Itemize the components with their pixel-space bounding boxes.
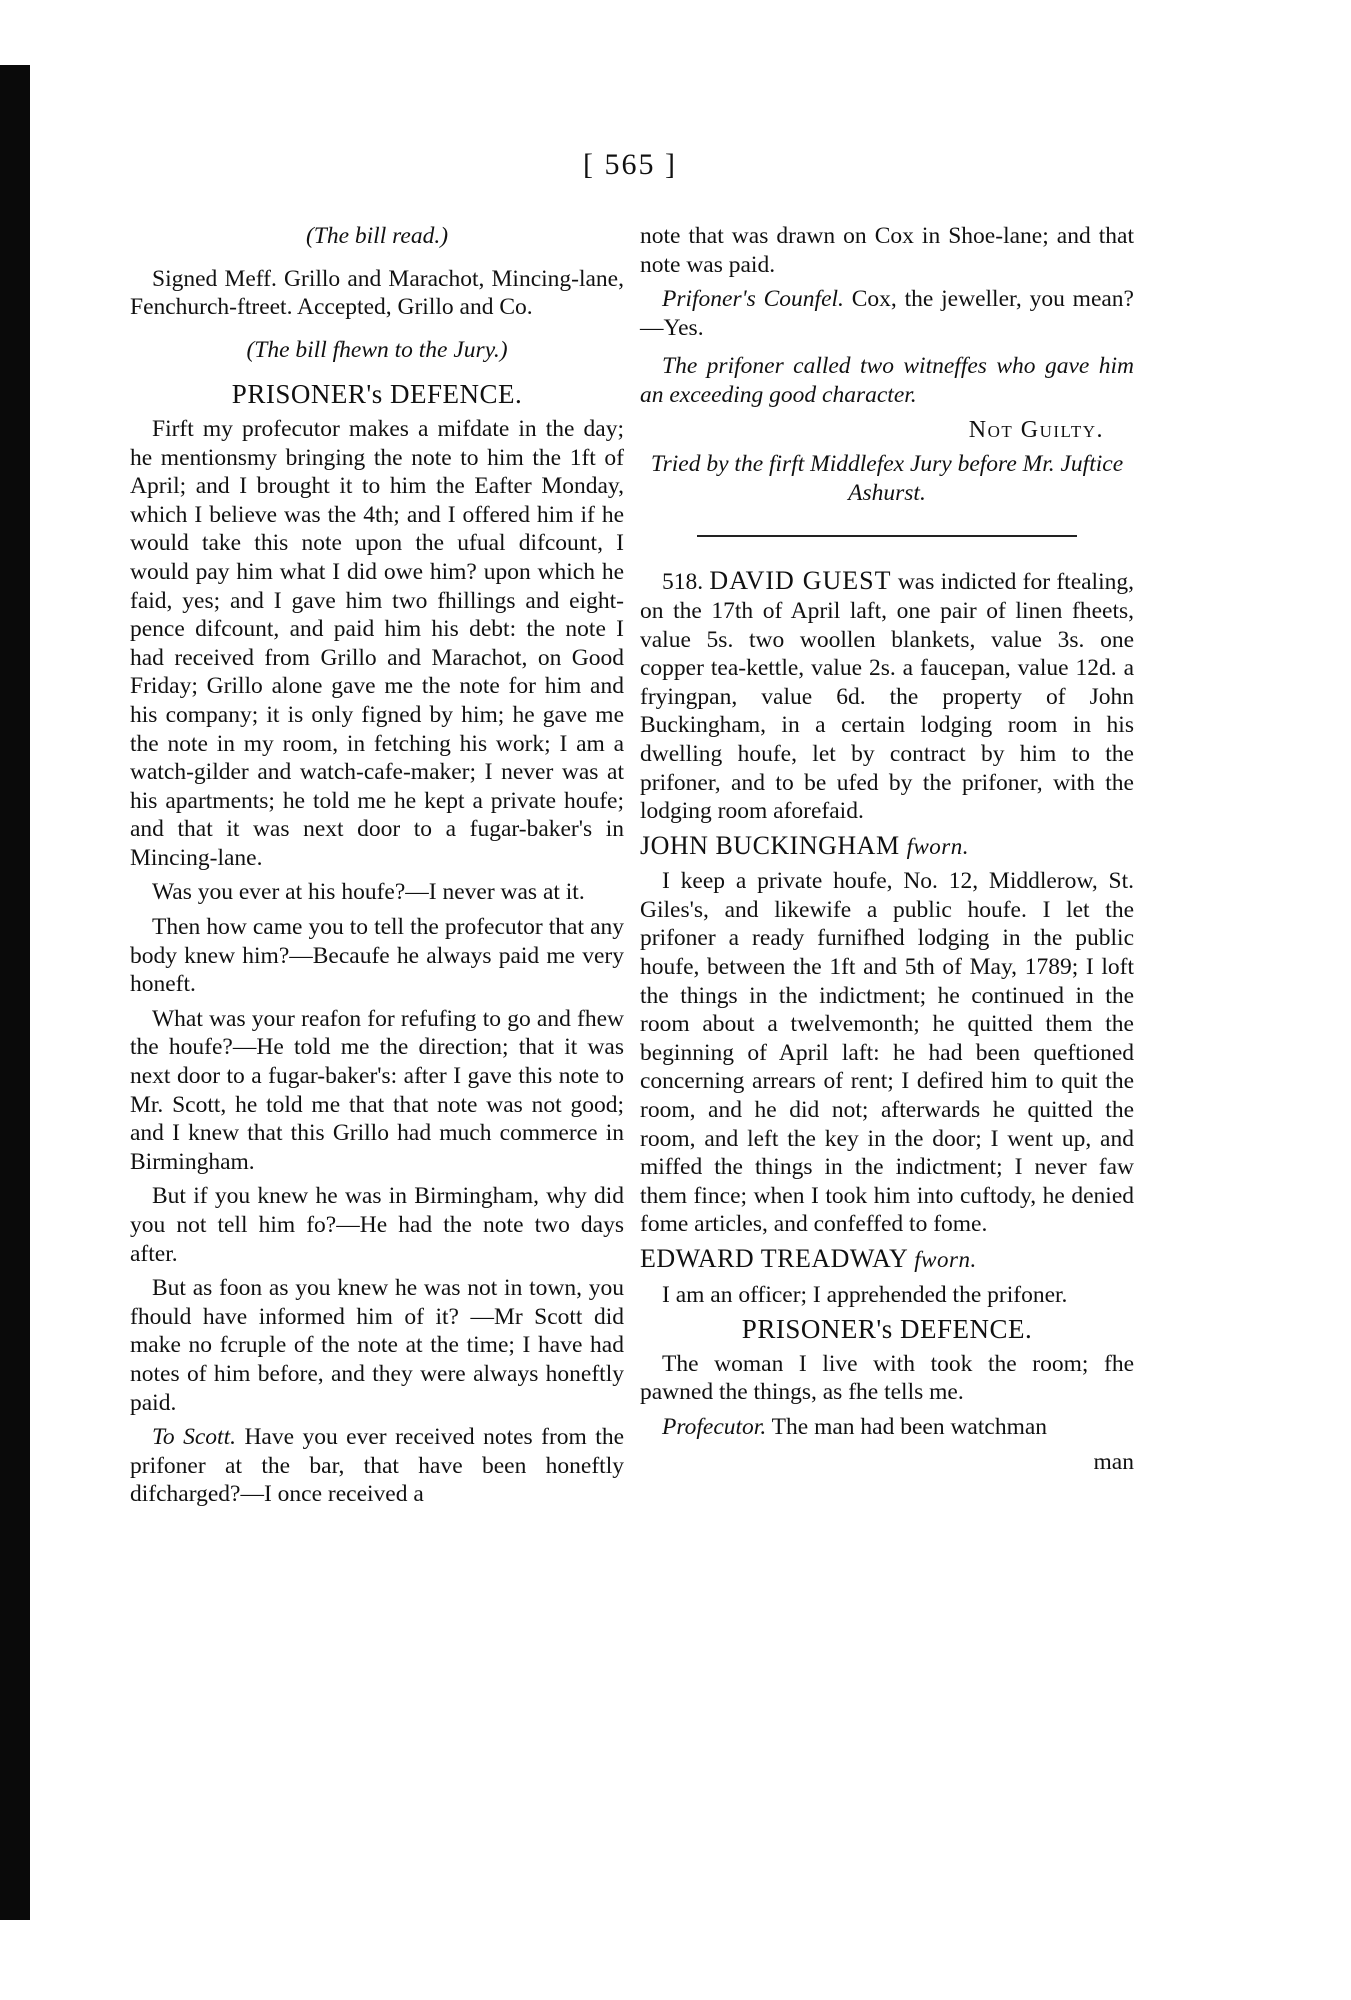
- counsel-question: [640, 285, 1134, 342]
- binding-shadow: [0, 65, 30, 1920]
- speaker-to-scott: To Scott.: [152, 1424, 236, 1451]
- defence-paragraph-5: But if you knew he was in Birmingham, why did you not tell him fo?—He had the note two days after.: [130, 1183, 624, 1267]
- defence-right-paragraph-2: [640, 1413, 1134, 1442]
- defence-paragraph-7: [130, 1423, 624, 1509]
- defence-right-paragraph-1: The woman I live with took the room; fhe pawned the things, as fhe tells me.: [640, 1350, 1134, 1406]
- defence-paragraph-2: Was you ever at his houfe?—I never was at it.: [152, 879, 585, 906]
- tried-by-note: Tried by the firft Middlefex Jury before Mr. Juftice Ashurst.: [650, 451, 1124, 506]
- defence-paragraph-1: Firft my profecutor makes a mifdate in the day; he mentionsmy bringing the note to him the 1ft of April; and I brought it to him the Eafter Monday, which I believe was the 4th; and I offered him if he would take this note upon the ufual difcount, I would pay him what I did owe him? upon which he faid, yes; and I gave him two fhillings and eight-pence difcount, and paid him his debt: the note I had received from Grillo and Marachot, on Good Friday; Grillo alone gave me the note for him and his company; it is only figned by him; he gave me the note in my room, in fetching his work; I am a watch-gilder and watch-cafe-maker; I never was at his apartments; he told me he kept a private houfe; and that it was next door to a fugar-baker's in Mincing-lane.: [130, 415, 624, 871]
- speaker-prosecutor: Profecutor.: [662, 1413, 767, 1440]
- witness-2-name: EDWARD TREADWAY: [640, 1244, 908, 1273]
- counsel-text: Cox, the jeweller, you mean?—Yes.: [640, 286, 1134, 341]
- section-divider: [697, 535, 1077, 537]
- bill-signed-text: Signed Meff. Grillo and Marachot, Mincing-lane, Fenchurch-ftreet. Accepted, Grillo and Co.: [130, 265, 624, 321]
- to-scott-text: Have you ever received notes from the prifoner at the bar, that have been honeftly difcharged?—I once received a: [130, 1424, 624, 1508]
- defence-paragraph-4: What was your reafon for refufing to go and fhew the houfe?—He told me the direction; that it was next door to a fugar-baker's: after I gave this note to Mr. Scott, he told me that that note was not good; and I knew that this Grillo had much commerce in Birmingham.: [130, 1005, 624, 1175]
- defendant-name: DAVID GUEST: [709, 566, 892, 596]
- indictment-text: was indicted for ftealing, on the 17th of April laft, one pair of linen fheets, value 5s. two woollen blankets, value 3s. one copper tea-kettle, value 2s. a faucepan, value 12d. a fryingpan, value 6d. the property of John Buckingham, in a certain lodging room in his dwelling houfe, let by contract by him to the prifoner, and to be ufed by the prifoner, with the lodging room aforefaid.: [640, 569, 1134, 825]
- speaker-prisoners-counsel: Prifoner's Counfel.: [662, 286, 844, 313]
- defence-paragraph-6: But as foon as you knew he was not in town, you fhould have informed him of it? —Mr Scott did make no fcruple of the note at the time; I have had notes of him before, and they were always honeftly paid.: [130, 1275, 624, 1416]
- catchword: man: [1093, 1448, 1134, 1475]
- bill-read-note: (The bill read.): [305, 223, 449, 249]
- witness-2-heading: [640, 1245, 1134, 1275]
- witness-1-sworn: fworn.: [906, 833, 970, 859]
- case-indictment: [640, 567, 1134, 825]
- continued-answer: note that was drawn on Cox in Shoe-lane; and that note was paid.: [640, 223, 1134, 278]
- left-column: [130, 222, 624, 1515]
- defence-paragraph-3: Then how came you to tell the profecutor that any body knew him?—Becaufe he always paid me very honeft.: [130, 914, 624, 998]
- witness-1-testimony: I keep a private houfe, No. 12, Middlerow, St. Giles's, and likewife a public houfe. I let the prifoner a ready furnifhed lodging in the public houfe, between the 1ft and 5th of May, 1789; I loft the things in the indictment; he continued in the room about a twelvemonth; he quitted them the beginning of April laft: he had been queftioned concerning arrears of rent; I defired him to quit the room, and he did not; afterwards he quitted the room, and left the key in the door; I went up, and miffed the things in the indictment; I never faw them fince; when I took him into cuftody, he denied fome articles, and confeffed to fome.: [640, 868, 1134, 1238]
- witness-1-name: JOHN BUCKINGHAM: [640, 830, 900, 860]
- character-witnesses-note: The prifoner called two witneffes who gave him an exceeding good character.: [640, 353, 1134, 408]
- case-number: 518.: [662, 569, 704, 596]
- prosecutor-text: The man had been watchman: [766, 1413, 1048, 1440]
- bill-shewn-note: (The bill fhewn to the Jury.): [246, 336, 508, 363]
- witness-2-testimony: I am an officer; I apprehended the prifoner.: [662, 1281, 1068, 1308]
- right-column: [640, 222, 1134, 1482]
- witness-1-heading: [640, 832, 1134, 862]
- witness-2-sworn: fworn.: [914, 1247, 977, 1272]
- verdict: Not Guilty.: [968, 416, 1104, 443]
- defence-heading-left: PRISONER's DEFENCE.: [231, 379, 523, 410]
- page-number: [ 565 ]: [583, 148, 677, 181]
- defence-heading-right: PRISONER's DEFENCE.: [741, 1314, 1033, 1345]
